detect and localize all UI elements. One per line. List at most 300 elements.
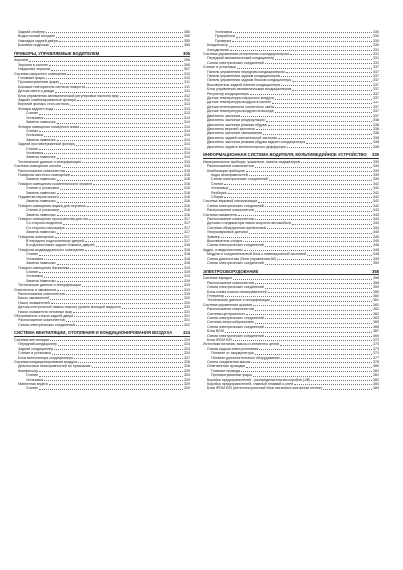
dot-leader: [87, 206, 183, 207]
toc-entry-page: 327: [184, 355, 190, 360]
toc-entry-title: Снятие и установка: [18, 351, 51, 356]
toc-entry-page: 342: [373, 199, 379, 204]
toc-entry-title: Установка: [26, 377, 43, 382]
toc-entry-page: 321: [184, 313, 190, 318]
toc-entry-page: 342: [373, 195, 379, 199]
toc-entry-page: 337: [373, 65, 379, 70]
toc-entry-page: 311: [184, 80, 190, 85]
dot-leader: [39, 371, 183, 372]
toc-entry-title: Подсветка перчаточного: [18, 195, 59, 199]
dot-leader: [57, 158, 184, 159]
toc-entry-page: 328: [184, 360, 190, 365]
toc-entry-page: 358: [373, 276, 379, 281]
toc-entry-title: Накладка задней двери: [18, 38, 58, 43]
toc-entry-page: 316: [184, 195, 190, 199]
toc-entry-title: Аудио- и видеосистемы: [203, 247, 243, 252]
toc-entry-page: 359: [373, 285, 379, 290]
toc-entry: [14, 43, 190, 47]
dot-leader: [255, 211, 372, 212]
dot-leader: [96, 246, 183, 247]
toc-entry-page: 314: [184, 146, 190, 151]
dot-leader: [230, 50, 372, 51]
toc-entry-title: Со стороны водителя: [26, 221, 62, 226]
dot-leader: [323, 389, 372, 390]
section-title: СИСТЕМА ВЕНТИЛЯЦИИ, ОТОПЛЕНИЯ И КОНДИЦИОНИРОВАНИЯ ВОЗДУХА: [14, 330, 173, 336]
dot-leader: [55, 92, 183, 93]
toc-entry-page: 318: [184, 252, 190, 257]
dot-leader: [76, 325, 183, 326]
toc-entry-title: Двигатель заслонки режима обдува заднего кондиционера: [207, 140, 306, 145]
dot-leader: [60, 197, 183, 198]
dot-leader: [225, 332, 372, 333]
toc-entry-page: 342: [373, 181, 379, 186]
toc-entry-title: Блок BCM: [207, 329, 225, 334]
dot-leader: [233, 340, 372, 341]
toc-entry-title: Схема электрических соединений: [207, 285, 264, 290]
dot-leader: [55, 237, 183, 238]
toc-entry-page: 337: [373, 109, 379, 114]
group-right-info: [203, 160, 379, 266]
toc-entry-title: Очистители и омыватели: [14, 287, 57, 292]
group-left-instruments: [14, 58, 190, 327]
toc-entry-title: Снятие: [26, 269, 39, 274]
toc-entry-title: Схема электрических соединений: [207, 324, 264, 329]
dot-leader: [73, 312, 183, 313]
dot-leader: [29, 61, 183, 62]
toc-entry-page: 320: [184, 300, 190, 305]
dot-leader: [229, 189, 372, 190]
toc-entry-title: Расположение компонентов: [207, 164, 254, 169]
toc-entry-title: Блок управления автоматическим кондиционером: [207, 87, 292, 92]
dot-leader: [265, 327, 372, 328]
toc-entry-title: Плафон освещения косметического зеркала: [18, 181, 93, 186]
toc-entry-page: 339: [373, 159, 379, 164]
toc-entry-page: 345: [373, 230, 379, 235]
toc-entry-page: 316: [184, 199, 190, 204]
dot-leader: [255, 283, 372, 284]
toc-entry-page: 324: [184, 346, 190, 351]
group-left-top: [14, 30, 190, 48]
toc-entry-title: Панель управления задним блоком кондиционера: [207, 78, 292, 83]
toc-entry-page: 315: [184, 159, 190, 164]
toc-entry-title: Схема электрических соединений: [207, 315, 264, 320]
dot-leader: [241, 116, 372, 117]
toc-entry-title: Расположение компонентов: [18, 318, 65, 323]
dot-leader: [44, 259, 183, 260]
group-right-electric: [203, 276, 379, 391]
dot-leader: [50, 46, 183, 47]
dot-leader: [253, 376, 372, 377]
toc-entry-title: Снятие: [26, 111, 39, 116]
toc-left-column: [14, 30, 190, 391]
toc-entry-title: Система вентиляции: [14, 338, 50, 342]
toc-entry-title: Схема электрических соединений: [211, 177, 268, 182]
dot-leader: [265, 63, 372, 64]
toc-entry-page: 312: [184, 98, 190, 103]
dot-leader: [244, 250, 372, 251]
toc-entry-page: 315: [184, 168, 190, 173]
toc-entry-page: 316: [184, 208, 190, 213]
toc-entry-title: Питание дополнительного оборудования: [211, 355, 280, 360]
dot-leader: [281, 358, 373, 359]
section-electric-heading: [203, 269, 379, 274]
dot-leader: [277, 259, 372, 260]
dot-leader: [301, 162, 372, 163]
toc-entry-title: Система центрального: [207, 311, 246, 316]
toc-right-column: [203, 30, 379, 391]
toc-entry-title: Схема электрических соединений: [207, 333, 264, 338]
dot-leader: [57, 233, 183, 234]
dot-leader: [236, 37, 372, 38]
toc-entry-page: 329: [184, 373, 190, 378]
toc-entry-title: Двигатель заслонки смешивания: [207, 131, 263, 136]
toc-entry-page: 342: [373, 190, 379, 195]
dot-leader: [294, 384, 372, 385]
toc-entry-page: 314: [184, 137, 190, 142]
dot-leader: [259, 349, 372, 350]
dot-leader: [253, 305, 372, 306]
section-title: ЭЛЕКТРООБОРУДОВАНИЕ: [203, 268, 259, 274]
toc-entry-page: 316: [184, 181, 190, 186]
toc-entry-title: Задние комбинированные фонари: [18, 98, 76, 103]
toc-entry-page: 306: [184, 62, 190, 67]
toc-entry-title: Схема соединения массы: [207, 360, 251, 365]
dot-leader: [120, 96, 183, 97]
toc-entry-title: Блок IPDM E/R: [207, 338, 232, 342]
toc-entry-title: Ультразвуковые датчики: [207, 230, 248, 235]
toc-entry-title: Задний противотуманный фонарь: [18, 142, 75, 147]
toc-entry-title: Датчик температуры наружного воздуха: [207, 96, 274, 101]
dot-leader: [80, 127, 183, 128]
dot-leader: [292, 90, 372, 91]
toc-entry-page: 331: [373, 56, 379, 61]
toc-entry-title: Проверка: [215, 38, 232, 43]
toc-entry-page: 314: [184, 155, 190, 160]
toc-entry-title: Замена лампочки: [26, 177, 56, 182]
group-right-top: [203, 30, 379, 149]
toc-entry-title: Установка: [26, 133, 43, 138]
dot-leader: [92, 367, 183, 368]
dot-leader: [39, 255, 183, 256]
toc-entry-page: 343: [373, 217, 379, 222]
section-rule: [14, 56, 190, 57]
toc-entry-title: Насос омывателей: [18, 300, 50, 305]
toc-entry-page: 338: [373, 126, 379, 131]
section-info-heading: [203, 152, 379, 157]
dot-leader: [265, 264, 372, 265]
toc-entry-page: 320: [184, 296, 190, 301]
dot-leader: [224, 184, 372, 185]
toc-entry-title: Система управления отопителем и кондиционером: [203, 52, 289, 57]
toc-entry-title: Верхний фонарь стоп-сигнала: [18, 102, 69, 107]
toc-entry-title: Датчик контрольной лампы низкого уровня моющей жидкости: [18, 305, 122, 310]
dot-leader: [229, 46, 372, 47]
toc-entry-page: 345: [373, 239, 379, 244]
toc-entry-page: 314: [184, 142, 190, 147]
dot-leader: [77, 100, 183, 101]
dot-leader: [307, 255, 372, 256]
toc-entry-title: Система наружного освещения: [14, 71, 67, 76]
toc-entry-page: 311: [184, 84, 190, 89]
toc-entry-title: Приработка: [215, 34, 235, 39]
toc-entry-page: 317: [184, 230, 190, 235]
toc-entry-page: 310: [184, 76, 190, 81]
toc-entry-title: Технические данные и спецификации: [207, 298, 271, 303]
toc-entry-title: Зеркала в салоне: [18, 62, 48, 67]
toc-entry-page: 313: [184, 111, 190, 116]
section-page: 324: [183, 330, 190, 336]
toc-entry-page: 339: [373, 168, 379, 173]
toc-entry: [203, 386, 379, 390]
toc-entry-title: Магнитная муфта: [18, 382, 48, 387]
toc-entry-page: 314: [184, 133, 190, 138]
dot-leader: [39, 389, 183, 390]
toc-entry-title: Измерительные приборы, указатели, панель индикаторов: [203, 159, 300, 164]
dot-leader: [311, 380, 372, 381]
dot-leader: [51, 303, 183, 304]
toc-entry-title: Ответвления проводки: [207, 364, 246, 369]
dot-leader: [74, 316, 183, 317]
dot-leader: [224, 197, 372, 198]
section-page: 339: [372, 151, 379, 157]
toc-entry-title: Установка: [26, 115, 43, 120]
dot-leader: [49, 65, 183, 66]
dot-leader: [89, 219, 183, 220]
dot-leader: [243, 241, 372, 242]
toc-entry-page: 316: [184, 172, 190, 177]
dot-leader: [57, 193, 183, 194]
toc-entry-page: 319: [184, 291, 190, 296]
dot-leader: [57, 140, 184, 141]
dot-leader: [237, 68, 372, 69]
dot-leader: [232, 41, 372, 42]
dot-leader: [292, 81, 372, 82]
dot-leader: [39, 272, 183, 273]
dot-leader: [246, 171, 373, 172]
toc-entry-page: 340: [373, 177, 379, 182]
toc-entry-title: Замена лампочки: [26, 230, 56, 235]
dot-leader: [57, 215, 183, 216]
toc-entry-title: Замена лампочки: [26, 190, 56, 195]
toc-entry-title: Компрессор: [18, 368, 39, 373]
toc-entry-title: Выключатель задней панели кондиционера: [207, 82, 280, 87]
dot-leader: [57, 180, 183, 181]
dot-leader: [249, 233, 372, 234]
dot-leader: [44, 380, 183, 381]
dot-leader: [255, 323, 372, 324]
dot-leader: [269, 180, 372, 181]
toc-entry-title: Снятие и установка: [26, 208, 59, 213]
toc-entry-page: 372: [373, 338, 379, 342]
dot-leader: [265, 336, 372, 337]
toc-entry-title: Плафоны индивидуального освещения: [18, 247, 84, 252]
toc-entry-page: 319: [184, 287, 190, 292]
toc-entry-page: 314: [184, 128, 190, 133]
toc-entry-title: Блок вентилятора кондиционера: [18, 355, 73, 360]
dot-leader: [54, 349, 183, 350]
toc-entry-title: Снятие и установка: [203, 65, 236, 70]
toc-entry-title: Расположение компонентов: [18, 168, 65, 173]
dot-leader: [57, 202, 183, 203]
toc-entry-title: Двигатель задней смесительной заслонки: [207, 135, 278, 140]
toc-entry-page: 316: [184, 177, 190, 182]
dot-leader: [280, 345, 372, 346]
toc-entry-title: Передний кондиционер: [18, 342, 58, 347]
toc-entry-title: Датчики и индикаторы связи скорости автомобиля: [207, 221, 292, 226]
toc-entry-page: 362: [373, 302, 379, 307]
toc-entry-page: 317: [184, 225, 190, 230]
toc-entry-page: 330: [373, 34, 379, 39]
toc-entry-page: 314: [184, 150, 190, 155]
toc-entry-title: Блок-схема поиска неисправностей: [207, 289, 267, 294]
toc-entry-title: В подлокотниках задних боковых дверей: [26, 243, 95, 248]
dot-leader: [70, 268, 183, 269]
section-title: ПРИБОРЫ, УПРАВЛЯЕМЫЕ ВОДИТЕЛЕМ: [14, 50, 100, 56]
toc-entry-title: Система энергосбережения: [207, 320, 254, 325]
toc-entry-page: 331: [373, 52, 379, 57]
dot-leader: [70, 105, 183, 106]
toc-entry-title: Конденсатор: [207, 43, 229, 48]
dot-leader: [85, 241, 183, 242]
dot-leader: [50, 299, 183, 300]
toc-entry-title: Схема электрических соединений: [207, 243, 264, 248]
dot-leader: [246, 367, 372, 368]
dot-leader: [44, 136, 183, 137]
toc-entry-title: Схема подачи электропитания: [207, 346, 259, 351]
dot-leader: [63, 224, 183, 225]
section-page: 306: [183, 50, 190, 56]
toc-entry-page: 317: [184, 234, 190, 239]
toc-entry-title: Схема электрических соединений: [18, 322, 75, 327]
toc-entry-page: 337: [373, 87, 379, 92]
section-rule: [14, 336, 190, 337]
toc-entry-page: 321: [184, 318, 190, 323]
dot-leader: [74, 358, 183, 359]
toc-entry-page: 342: [373, 203, 379, 208]
dot-leader: [271, 301, 372, 302]
section-rule: [203, 274, 379, 275]
toc-entry-page: 329: [184, 368, 190, 373]
toc-entry-page: 337: [373, 104, 379, 109]
toc-entry-title: Замена лампочки: [26, 261, 56, 266]
toc-entry-title: Схема электрических соединений: [207, 261, 264, 266]
toc-entry-title: Блок IPDM E/R (интеллектуальный блок питания в моторном отсеке): [207, 386, 323, 391]
dot-leader: [306, 143, 372, 144]
section-title: ИНФОРМАЦИОННАЯ СИСТЕМА ВОДИТЕЛЯ, МУЛЬТИМЕДИЙНОЕ УСТРОЙСТВО: [203, 151, 367, 157]
toc-entry-title: Регулятор кондиционера: [207, 91, 249, 96]
toc-entry-title: Плафон освещения ящика для перчаток: [18, 203, 86, 208]
section-rule: [203, 158, 379, 159]
toc-entry-page: 316: [184, 203, 190, 208]
toc-entry-page: 344: [373, 221, 379, 226]
toc-entry-title: Схема электрических соединений: [207, 203, 264, 208]
toc-entry-title: Датчик интенсивности солнечного света: [207, 104, 275, 109]
toc-entry-page: 322: [184, 322, 190, 327]
dot-leader: [256, 129, 372, 130]
dot-leader: [66, 228, 183, 229]
section-instruments-heading: [14, 51, 190, 56]
toc-entry-page: 343: [373, 212, 379, 217]
toc-entry-title: Система освещения салона: [14, 164, 61, 169]
toc-entry-title: Датчик температуры воздуха на выходе: [207, 109, 274, 114]
toc-entry-title: Водосточный молдинг: [18, 34, 56, 39]
toc-entry-page: 373: [373, 346, 379, 351]
toc-entry-page: 355: [184, 30, 190, 34]
dot-leader: [122, 308, 183, 309]
toc-entry-title: Сборка: [211, 195, 224, 199]
toc-entry-page: 343: [373, 208, 379, 213]
dot-leader: [281, 76, 372, 77]
dot-leader: [66, 321, 183, 322]
toc-entry-page: 314: [184, 124, 190, 129]
dot-leader: [272, 103, 372, 104]
toc-entry-title: Насос омывателя головных фар: [18, 309, 73, 314]
dot-leader: [233, 279, 372, 280]
toc-entry-title: Плафоны местного освещения: [18, 172, 70, 177]
toc-entry-title: Двигатель заслонки: [207, 113, 241, 118]
toc-entry-page: 362: [373, 307, 379, 312]
toc-entry-page: 359: [373, 289, 379, 294]
toc-entry-page: 381: [373, 368, 379, 373]
toc-entry-page: 344: [373, 225, 379, 230]
toc-entry-title: Установка: [215, 30, 232, 34]
toc-entry-page: 337: [373, 96, 379, 101]
toc-entry-page: 367: [373, 329, 379, 334]
toc-entry-title: В передних подлокотниках дверей: [26, 239, 84, 244]
toc-entry-title: Двигатель заднего вентиляторного диффузора: [207, 144, 286, 149]
toc-entry-title: Коробка предохранителей, главный плавкий и реле: [207, 382, 294, 387]
toc-entry-page: 319: [184, 269, 190, 274]
toc-entry-title: Схема диагностики (блок управления AV): [207, 256, 277, 261]
toc-entry-title: Расположение компонентов: [207, 217, 254, 222]
dot-leader: [44, 118, 183, 119]
dot-leader: [39, 114, 183, 115]
dot-leader: [57, 123, 184, 124]
dot-leader: [287, 147, 372, 148]
dot-leader: [255, 354, 372, 355]
dot-leader: [44, 277, 183, 278]
toc-entry-title: Система обнаружения препятствий: [207, 225, 267, 230]
toc-entry-title: Коробка предохранителей - распределительная коробка (J/B): [207, 377, 311, 382]
toc-entry-title: Система звуковой сигнализации: [203, 199, 258, 204]
toc-entry-page: 338: [373, 135, 379, 140]
toc-entry-page: 315: [184, 164, 190, 169]
toc-entry-title: Фонари заднего хода: [18, 106, 54, 111]
dot-leader: [39, 131, 183, 132]
toc-entry-title: Панель управления задним кондиционером: [207, 74, 281, 79]
toc-entry-title: Двигатель заслонки режима обдува: [207, 122, 267, 127]
toc-entry-title: Система управления кузовом: [203, 302, 253, 307]
toc-entry-title: Снятие: [26, 146, 39, 151]
toc-entry-page: 329: [184, 382, 190, 387]
toc-entry-page: 321: [184, 309, 190, 314]
dot-leader: [249, 175, 372, 176]
group-left-hvac: [14, 338, 190, 391]
dot-leader: [85, 250, 183, 251]
toc-entry-title: Противотуманные фары: [18, 80, 59, 85]
toc-entry-title: Обогреватель стекла задней двери: [14, 313, 74, 318]
toc-entry-title: Схема электрических соединений: [207, 60, 264, 65]
section-hvac-heading: [14, 330, 190, 335]
toc-entry-title: Замена лампочки: [26, 278, 56, 283]
toc-entry-page: 319: [184, 283, 190, 288]
dot-leader: [46, 32, 183, 33]
dot-leader: [275, 99, 372, 100]
toc-entry-title: Комбинация приборов: [207, 168, 245, 173]
dot-leader: [56, 37, 183, 38]
toc-entry-page: 324: [184, 342, 190, 347]
dot-leader: [265, 246, 372, 247]
